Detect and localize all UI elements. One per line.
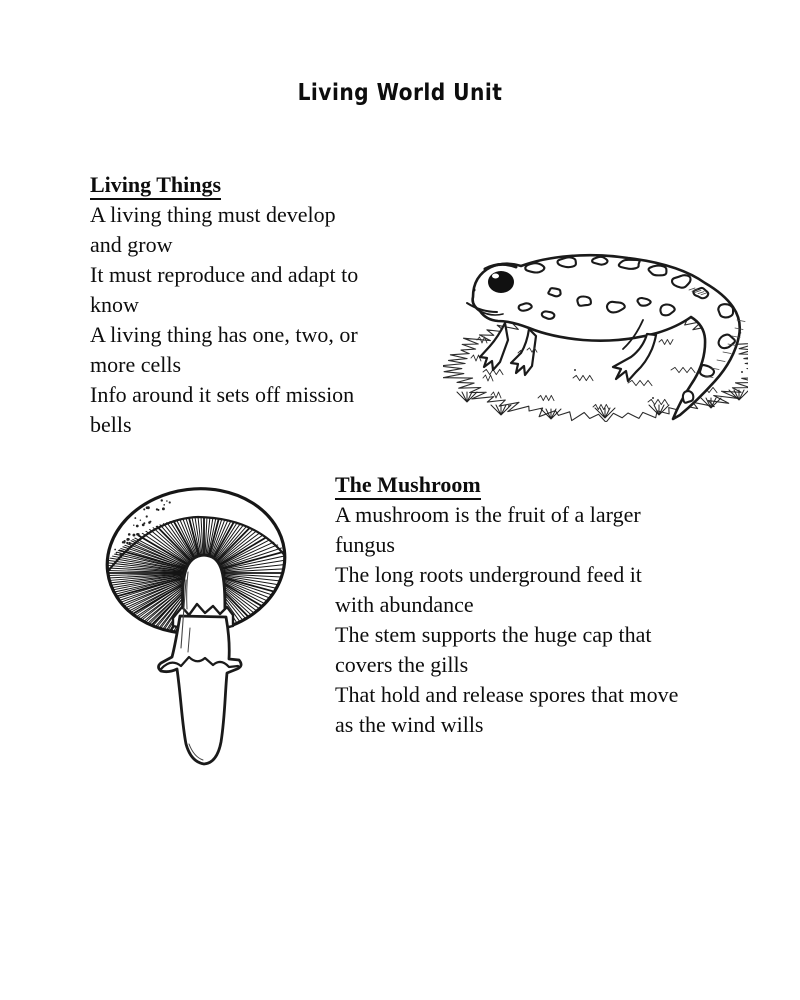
poem-line: with abundance <box>335 592 474 617</box>
poem-line: It must reproduce and adapt to <box>90 262 359 287</box>
poem-line: A mushroom is the fruit of a larger <box>335 502 641 527</box>
poem-line: The long roots underground feed it <box>335 562 642 587</box>
poem-line: more cells <box>90 352 182 377</box>
salamander-illustration <box>443 250 748 422</box>
poem-line: as the wind wills <box>335 712 484 737</box>
poem-line: The stem supports the huge cap that <box>335 622 652 647</box>
poem-line: covers the gills <box>335 652 469 677</box>
section-living-things <box>90 170 430 440</box>
poem-line: bells <box>90 412 132 437</box>
poem-line: know <box>90 292 139 317</box>
page-title: Living World Unit <box>297 80 503 106</box>
poem-line: fungus <box>335 532 395 557</box>
section-the-mushroom <box>335 470 760 740</box>
mushroom-heading: The Mushroom <box>335 470 760 500</box>
poem-line: and grow <box>90 232 173 257</box>
poem-line: That hold and release spores that move <box>335 682 679 707</box>
poem-line: A living thing has one, two, or <box>90 322 358 347</box>
poem-line: Info around it sets off mission <box>90 382 355 407</box>
living-things-heading: Living Things <box>90 170 430 200</box>
mushroom-illustration <box>98 476 298 768</box>
poem-line: A living thing must develop <box>90 202 336 227</box>
